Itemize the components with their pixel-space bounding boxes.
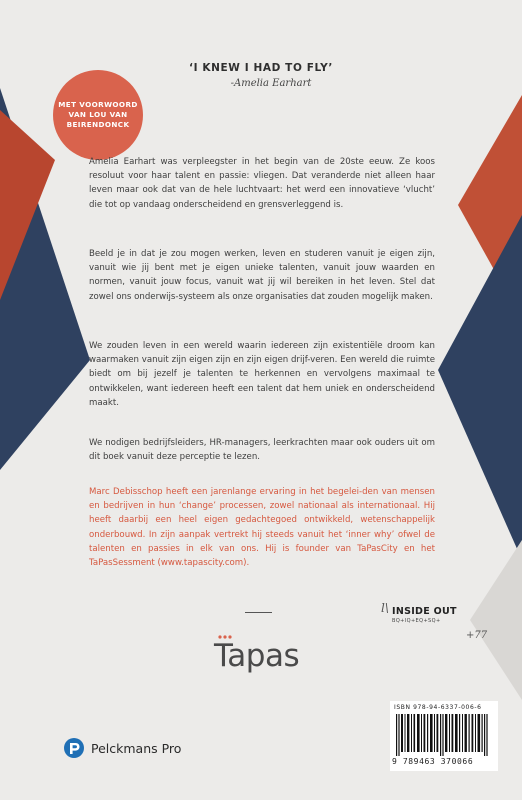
isbn-barcode [390,701,498,771]
paragraph-text: We zouden leven in een wereld waarin iedereen zijn existentiële droom kan waarmaken vanuit zijn eigen zijn en zijn eigen drijf-veren. Een wereld die ruimte biedt om bij jezelf je talenten te herkennen en vervolgens maximaal te ontwikkelen, want iedereen heeft een talent dat hem uniek en onderscheidend maakt. [89,341,435,408]
paragraph-text: Beeld je in dat je zou mogen werken, leven en studeren vanuit je eigen zijn, vanuit wie jij bent met je eigen unieke talenten, vanuit jouw waarden en normen, vanuit jouw focus, vanuit wat jij wil bereiken in het leven. Stel dat zowel ons onderwijs-systeem als onze organisaties dat zouden mogelijk maken. [89,249,435,302]
body-paragraph-3 [89,339,435,410]
isbn-label: ISBN 978-94-6337-006-6 [394,704,482,711]
grey-shape-right [470,540,522,700]
pelckmans-logo-icon [63,737,85,759]
tapas-logo [214,632,314,688]
tapas-wordmark: Tapas [214,638,300,674]
publisher-name: Pelckmans Pro [91,740,182,756]
publisher-logo [63,737,181,759]
paragraph-text: Amelia Earhart was verpleegster in het begin van de 20ste eeuw. Ze koos resoluut voor haar talent en passie: vliegen. Dat veranderde niet alleen haar leven maar ook dat van de hele luchtvaart: het werd een innovatieve ‘vlucht’ die tot op vandaag onderscheidend en grensverleggend is. [89,157,435,210]
badge-line: MET VOORWOORD [58,100,138,109]
series-logo [392,606,457,624]
body-paragraph-4 [89,436,435,464]
paragraph-text: Marc Debisschop heeft een jarenlange ervaring in het begelei-den van mensen en bedrijven in hun ‘change’ processen, zowel nationaal als internationaal. Hij heeft daarbij een heel eigen gedachtegoed ontwikkeld, wetenschappelijk onderbouwd. In zijn aanpak vertrekt hij steeds vanuit het ‘inner why’ ofwel de talenten en passies in elk van ons. Hij is founder van TaPasCity en het TaPasSessment (www.tapascity.com). [89,487,435,569]
barcode-icon [396,714,492,756]
badge-line: BEIRENDONCK [66,120,130,129]
badge-line: VAN LOU VAN [68,110,128,119]
series-subtitle: BQ+IQ+EQ+SQ+ [392,618,441,624]
body-paragraph-1 [89,155,435,212]
navy-shape-right [438,215,522,560]
quote-author: -Amelia Earhart [230,78,312,89]
paragraph-text: We nodigen bedrijfsleiders, HR-managers, leerkrachten maar ook ouders uit om dit boek vanuit deze perceptie te lezen. [89,438,435,463]
quote-title: ‘I KNEW I HAD TO FLY’ [189,62,333,74]
handwritten-number: +77 [466,630,488,641]
author-bio-paragraph [89,485,435,570]
body-paragraph-2 [89,247,435,304]
section-divider [245,612,272,613]
series-title: INSIDE OUT [392,606,457,617]
foreword-badge [53,70,143,160]
handwritten-mark: l\ [381,601,389,615]
barcode-digits: 9 789463 370066 [392,757,474,766]
